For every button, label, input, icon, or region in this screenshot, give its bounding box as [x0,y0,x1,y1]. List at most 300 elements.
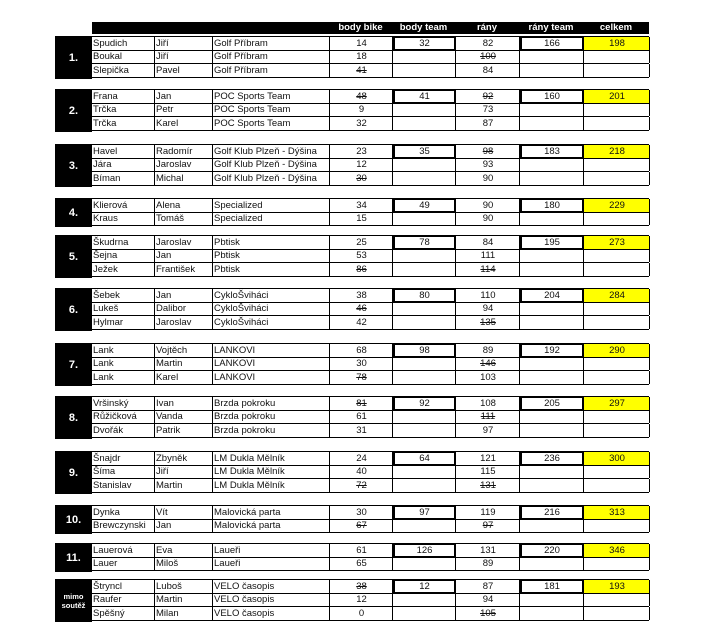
cell-rany [455,117,520,130]
surname-value: Havel [93,146,118,157]
cell-body-bike [329,117,393,130]
cell-body-team [392,37,456,50]
table-row [92,579,649,594]
cell-name [154,212,214,225]
cell-rany-team [519,249,584,262]
cell-name [154,263,214,276]
cell-surname [92,397,155,410]
body-team-box: 41 [393,89,456,104]
body-bike-value: 86 [356,264,367,275]
table-border [649,249,650,262]
cell-surname [92,557,155,570]
cell-body-bike [329,371,393,384]
name-value: František [156,264,196,275]
name-value: Patrik [156,425,181,436]
team-value: Golf Příbram [214,51,268,62]
cell-rany-team [519,397,584,410]
team-group [55,505,649,533]
cell-body-team [392,158,456,171]
surname-value: Růžičková [93,411,137,422]
table-border [649,479,650,492]
surname-value: Stanislav [93,480,132,491]
total-score: 193 [583,580,650,593]
rany-value: 114 [480,264,496,275]
body-bike-value: 78 [356,372,367,383]
cell-body-team [392,236,456,249]
table-border [649,117,650,130]
rany-value: 131 [480,480,496,491]
body-bike-value: 18 [356,51,367,62]
cell-surname [92,236,155,249]
table-border [649,316,650,329]
team-group [55,579,649,621]
table-row [92,172,649,186]
cell-celkem [583,64,650,77]
surname-value: Bíman [93,173,121,184]
cell-rany [455,316,520,329]
header-rany-team: rány team [528,22,574,33]
body-bike-value: 48 [356,91,367,102]
rany-value: 93 [482,159,494,170]
body-bike-value: 67 [356,520,367,531]
rany-team-box: 220 [520,543,584,558]
name-value: Pavel [156,65,180,76]
rany-value: 84 [482,237,494,248]
cell-rany-team [519,479,584,492]
cell-body-team [392,410,456,423]
cell-rany [455,172,520,185]
table-row [92,479,649,493]
cell-rany-team [519,557,584,570]
team-value: Brzda pokroku [214,411,276,422]
cell-rany-team [519,316,584,329]
cell-team [212,544,331,557]
cell-body-team [392,199,456,212]
cell-team [212,607,331,620]
table-row [92,198,649,213]
cell-rany [455,410,520,423]
body-bike-value: 68 [356,345,367,356]
table-row [92,357,649,371]
cell-surname [92,158,155,171]
cell-team [212,249,331,262]
rany-team-box: 236 [520,451,584,466]
cell-body-bike [329,212,393,225]
cell-body-team [392,557,456,570]
table-border [649,580,650,593]
name-value: Dalibor [156,303,187,314]
total-score: 273 [583,236,650,249]
cell-body-bike [329,506,393,519]
team-value: CykloŠviháci [214,317,269,328]
cell-body-team [392,424,456,437]
cell-celkem [583,465,650,478]
header-rany: rány [476,22,498,33]
cell-rany-team [519,452,584,465]
cell-rany-team [519,371,584,384]
cell-body-bike [329,465,393,478]
rany-value: 146 [480,358,496,369]
surname-value: Lank [93,345,114,356]
cell-name [154,593,214,606]
cell-surname [92,289,155,302]
cell-surname [92,465,155,478]
cell-rany-team [519,50,584,63]
table-border [649,607,650,620]
cell-body-team [392,519,456,532]
cell-name [154,199,214,212]
team-value: LANKOVI [214,372,256,383]
name-value: Jiří [156,466,169,477]
cell-rany-team [519,544,584,557]
cell-celkem [583,607,650,620]
cell-celkem [583,316,650,329]
surname-value: Vršinský [93,398,129,409]
table-border [649,64,650,77]
body-team-box: 32 [393,36,456,51]
cell-name [154,103,214,116]
rany-value: 131 [480,545,496,556]
cell-rany [455,357,520,370]
name-value: Tomáš [156,213,184,224]
cell-celkem [583,249,650,262]
cell-surname [92,357,155,370]
rany-value: 82 [482,38,494,49]
rany-value: 89 [482,558,494,569]
cell-name [154,236,214,249]
table-row [92,50,649,64]
cell-rany-team [519,158,584,171]
cell-rany-team [519,145,584,158]
cell-rany [455,344,520,357]
cell-body-bike [329,158,393,171]
cell-team [212,302,331,315]
body-bike-value: 46 [356,303,367,314]
cell-rany [455,90,520,103]
cell-surname [92,580,155,593]
cell-celkem [583,371,650,384]
cell-name [154,580,214,593]
cell-body-bike [329,289,393,302]
name-value: Luboš [156,581,182,592]
body-team-box: 35 [393,144,456,159]
cell-surname [92,90,155,103]
cell-rany-team [519,212,584,225]
total-score: 297 [583,397,650,410]
cell-team [212,37,331,50]
table-border [649,289,650,302]
cell-team [212,236,331,249]
cell-rany [455,249,520,262]
cell-team [212,593,331,606]
cell-rany [455,519,520,532]
cell-body-bike [329,344,393,357]
team-value: LM Dukla Mělník [214,466,285,477]
cell-body-bike [329,145,393,158]
body-bike-value: 53 [356,250,367,261]
cell-rany [455,544,520,557]
cell-celkem [583,479,650,492]
cell-celkem [583,424,650,437]
cell-rany [455,506,520,519]
name-value: Martin [156,358,183,369]
rany-value: 111 [480,411,496,422]
cell-body-team [392,506,456,519]
body-bike-value: 14 [356,38,367,49]
table-border [649,103,650,116]
rany-value: 108 [480,398,496,409]
cell-body-team [392,263,456,276]
cell-rany [455,397,520,410]
cell-rany-team [519,302,584,315]
cell-body-bike [329,580,393,593]
table-row [92,607,649,621]
cell-rany-team [519,64,584,77]
cell-surname [92,199,155,212]
name-value: Jan [156,91,172,102]
cell-surname [92,117,155,130]
body-bike-value: 31 [356,425,367,436]
cell-name [154,344,214,357]
cell-team [212,172,331,185]
cell-rany [455,64,520,77]
rany-team-box: 180 [520,198,584,213]
cell-rany [455,302,520,315]
cell-body-bike [329,50,393,63]
team-value: VELO časopis [214,608,275,619]
header-body-bike: body bike [338,22,383,33]
cell-name [154,557,214,570]
cell-surname [92,212,155,225]
cell-body-bike [329,397,393,410]
cell-rany-team [519,593,584,606]
rany-value: 97 [482,520,494,531]
cell-rany-team [519,424,584,437]
cell-body-bike [329,37,393,50]
name-value: Jaroslav [156,237,192,248]
body-bike-value: 72 [356,480,367,491]
name-value: Martin [156,480,183,491]
rany-team-box: 195 [520,235,584,250]
cell-rany [455,103,520,116]
header-body-team: body team [399,22,448,33]
cell-rany [455,371,520,384]
table-row [92,410,649,424]
cell-surname [92,145,155,158]
rany-value: 90 [482,173,494,184]
cell-rany [455,557,520,570]
cell-rany-team [519,103,584,116]
cell-name [154,506,214,519]
surname-value: Trčka [93,118,117,129]
surname-value: Lauerová [93,545,133,556]
cell-rany-team [519,90,584,103]
cell-celkem [583,302,650,315]
cell-team [212,465,331,478]
rank-label: 8. [55,396,92,439]
name-value: Jan [156,290,172,301]
table-row [92,144,649,159]
table-border [649,172,650,185]
rany-value: 87 [482,118,494,129]
body-team-box: 64 [393,451,456,466]
name-value: Martin [156,594,183,605]
table-border [649,424,650,437]
cell-team [212,316,331,329]
cell-name [154,465,214,478]
cell-team [212,479,331,492]
surname-value: Šebek [93,290,120,301]
body-team-box: 97 [393,505,456,520]
cell-body-bike [329,424,393,437]
cell-rany [455,50,520,63]
table-border [649,344,650,357]
cell-surname [92,249,155,262]
table-border [649,212,650,225]
cell-rany [455,158,520,171]
cell-body-bike [329,519,393,532]
cell-rany-team [519,357,584,370]
surname-value: Štryncl [93,581,123,592]
team-value: Golf Příbram [214,65,268,76]
cell-surname [92,519,155,532]
body-bike-value: 42 [356,317,367,328]
table-border [649,90,650,103]
table-row [92,451,649,466]
cell-body-bike [329,302,393,315]
team-group [55,288,649,330]
cell-team [212,103,331,116]
cell-team [212,50,331,63]
cell-body-team [392,371,456,384]
cell-body-bike [329,557,393,570]
cell-rany-team [519,465,584,478]
surname-value: Trčka [93,104,117,115]
cell-name [154,357,214,370]
cell-team [212,117,331,130]
cell-rany [455,199,520,212]
cell-rany-team [519,37,584,50]
table-border [649,410,650,423]
cell-name [154,519,214,532]
cell-body-team [392,607,456,620]
cell-team [212,397,331,410]
rany-value: 89 [482,345,494,356]
rany-value: 84 [482,65,494,76]
rany-value: 105 [480,608,496,619]
table-row [92,557,649,571]
cell-body-team [392,479,456,492]
team-group [55,396,649,438]
cell-body-bike [329,263,393,276]
cell-body-team [392,580,456,593]
cell-rany [455,145,520,158]
surname-value: Lank [93,372,114,383]
team-value: LM Dukla Mělník [214,453,285,464]
total-score: 198 [583,37,650,50]
team-value: Pbtisk [214,237,240,248]
team-value: POC Sports Team [214,118,291,129]
body-bike-value: 30 [356,507,367,518]
name-value: Vojtěch [156,345,188,356]
team-group [55,543,649,571]
cell-body-bike [329,64,393,77]
surname-value: Slepička [93,65,129,76]
cell-name [154,544,214,557]
cell-surname [92,50,155,63]
body-bike-value: 12 [356,159,367,170]
table-row [92,212,649,226]
name-value: Jiří [156,51,169,62]
table-border [649,397,650,410]
table-row [92,302,649,316]
rank-label: 10. [55,505,92,534]
cell-celkem [583,593,650,606]
table-row [92,316,649,330]
table-border [649,199,650,212]
rany-team-box: 204 [520,288,584,303]
surname-value: Lukeš [93,303,119,314]
team-value: Golf Klub Plzeň - Dýšina [214,146,317,157]
rany-value: 87 [482,581,494,592]
cell-team [212,357,331,370]
body-bike-value: 34 [356,200,367,211]
body-bike-value: 38 [356,581,367,592]
team-group [55,198,649,226]
cell-name [154,316,214,329]
surname-value: Šnajdr [93,453,121,464]
team-value: Malovická parta [214,507,281,518]
cell-body-team [392,357,456,370]
cell-surname [92,302,155,315]
cell-team [212,199,331,212]
body-bike-value: 81 [356,398,367,409]
rank-label: 4. [55,198,92,227]
cell-rany-team [519,117,584,130]
total-score: 284 [583,289,650,302]
cell-celkem [583,212,650,225]
cell-name [154,145,214,158]
body-bike-value: 32 [356,118,367,129]
cell-body-bike [329,607,393,620]
rany-value: 110 [480,290,496,301]
cell-body-bike [329,593,393,606]
table-row [92,396,649,411]
body-team-box: 126 [393,543,456,558]
table-row [92,519,649,533]
cell-rany [455,424,520,437]
cell-rany-team [519,506,584,519]
name-value: Jan [156,520,172,531]
rany-team-box: 192 [520,343,584,358]
body-bike-value: 65 [356,558,367,569]
rank-label: 1. [55,36,92,79]
team-value: POC Sports Team [214,91,291,102]
total-score: 229 [583,199,650,212]
rank-label: 7. [55,343,92,386]
surname-value: Brewczynski [93,520,146,531]
cell-surname [92,37,155,50]
table-row [92,235,649,250]
surname-value: Ježek [93,264,118,275]
cell-surname [92,410,155,423]
table-row [92,371,649,385]
table-row [92,117,649,131]
cell-body-team [392,64,456,77]
rany-value: 98 [482,146,494,157]
cell-celkem [583,172,650,185]
header-celkem: celkem [599,22,633,33]
